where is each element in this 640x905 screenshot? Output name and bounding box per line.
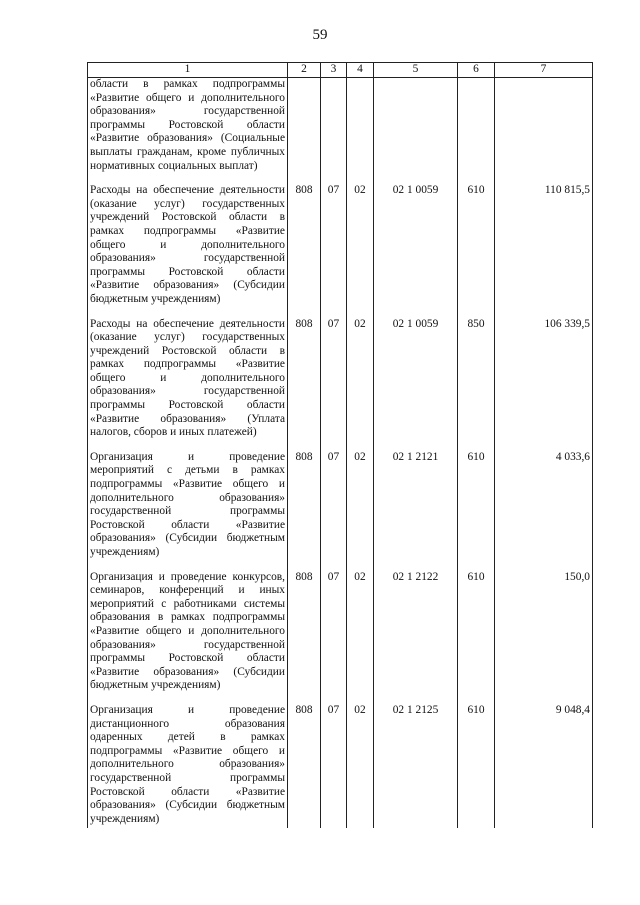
column-header-7: 7 — [495, 63, 593, 78]
column-header-2: 2 — [288, 63, 321, 78]
row-target-article: 02 1 0059 — [374, 318, 458, 451]
column-header-6: 6 — [458, 63, 495, 78]
row-subsection: 02 — [347, 184, 374, 317]
header-row — [88, 63, 593, 78]
row-description: Организация и проведение мероприятий с детьми в рамках подпрограммы «Развитие общего и дополнительного образования» государственной программы Ростовской области «Развитие образования» (Субсидии бюджетным учреждениям) — [88, 451, 288, 571]
table-row — [88, 78, 593, 185]
row-target-article: 02 1 2121 — [374, 451, 458, 571]
row-target-article: 02 1 2125 — [374, 704, 458, 828]
row-ministry-code: 808 — [288, 318, 321, 451]
table-row — [88, 704, 593, 828]
row-ministry-code: 808 — [288, 451, 321, 571]
row-ministry-code: 808 — [288, 704, 321, 828]
column-header-5: 5 — [374, 63, 458, 78]
row-description: Организация и проведение конкурсов, семинаров, конференций и иных мероприятий с работниками системы образования в рамках подпрограммы «Развитие общего и дополнительного образования» государственной программы Ростовской области «Развитие образования» (Субсидии бюджетным учреждениям) — [88, 571, 288, 704]
row-target-article: 02 1 0059 — [374, 184, 458, 317]
column-header-1: 1 — [88, 63, 288, 78]
row-subsection: 02 — [347, 318, 374, 451]
row-expense-type: 850 — [458, 318, 495, 451]
row-target-article: 02 1 2122 — [374, 571, 458, 704]
row-subsection: 02 — [347, 451, 374, 571]
row-expense-type: 610 — [458, 704, 495, 828]
row-expense-type: 610 — [458, 571, 495, 704]
table-row — [88, 451, 593, 571]
row-expense-type — [458, 78, 495, 185]
column-header-4: 4 — [347, 63, 374, 78]
page-number: 59 — [312, 27, 328, 43]
row-amount: 106 339,5 — [495, 318, 593, 451]
row-amount — [495, 78, 593, 185]
row-section: 07 — [321, 704, 347, 828]
row-expense-type: 610 — [458, 451, 495, 571]
row-ministry-code: 808 — [288, 571, 321, 704]
table-row — [88, 571, 593, 704]
row-ministry-code: 808 — [288, 184, 321, 317]
row-amount: 110 815,5 — [495, 184, 593, 317]
table-row — [88, 318, 593, 451]
row-description: области в рамках подпрограммы «Развитие общего и дополнительного образования» государственной программы Ростовской области «Развитие образования» (Социальные выплаты гражданам, кроме публичных нормативных социальных выплат) — [88, 78, 288, 185]
row-ministry-code — [288, 78, 321, 185]
row-section: 07 — [321, 451, 347, 571]
row-section: 07 — [321, 184, 347, 317]
row-amount: 9 048,4 — [495, 704, 593, 828]
row-expense-type: 610 — [458, 184, 495, 317]
row-description: Организация и проведение дистанционного образования одаренных детей в рамках подпрограммы «Развитие общего и дополнительного образования» государственной программы Ростовской области «Развитие образования» (Субсидии бюджетным учреждениям) — [88, 704, 288, 828]
row-subsection: 02 — [347, 571, 374, 704]
row-target-article — [374, 78, 458, 185]
row-amount: 150,0 — [495, 571, 593, 704]
row-section: 07 — [321, 318, 347, 451]
row-amount: 4 033,6 — [495, 451, 593, 571]
row-section: 07 — [321, 571, 347, 704]
row-subsection: 02 — [347, 704, 374, 828]
row-subsection — [347, 78, 374, 185]
row-description: Расходы на обеспечение деятельности (оказание услуг) государственных учреждений Ростовской области в рамках подпрограммы «Развитие общего и дополнительного образования» государственной программы Ростовской области «Развитие образования» (Уплата налогов, сборов и иных платежей) — [88, 318, 288, 451]
row-section — [321, 78, 347, 185]
column-header-3: 3 — [321, 63, 347, 78]
budget-table — [87, 62, 593, 828]
row-description: Расходы на обеспечение деятельности (оказание услуг) государственных учреждений Ростовской области в рамках подпрограммы «Развитие общего и дополнительного образования» государственной программы Ростовской области «Развитие образования» (Субсидии бюджетным учреждениям) — [88, 184, 288, 317]
table-row — [88, 184, 593, 317]
